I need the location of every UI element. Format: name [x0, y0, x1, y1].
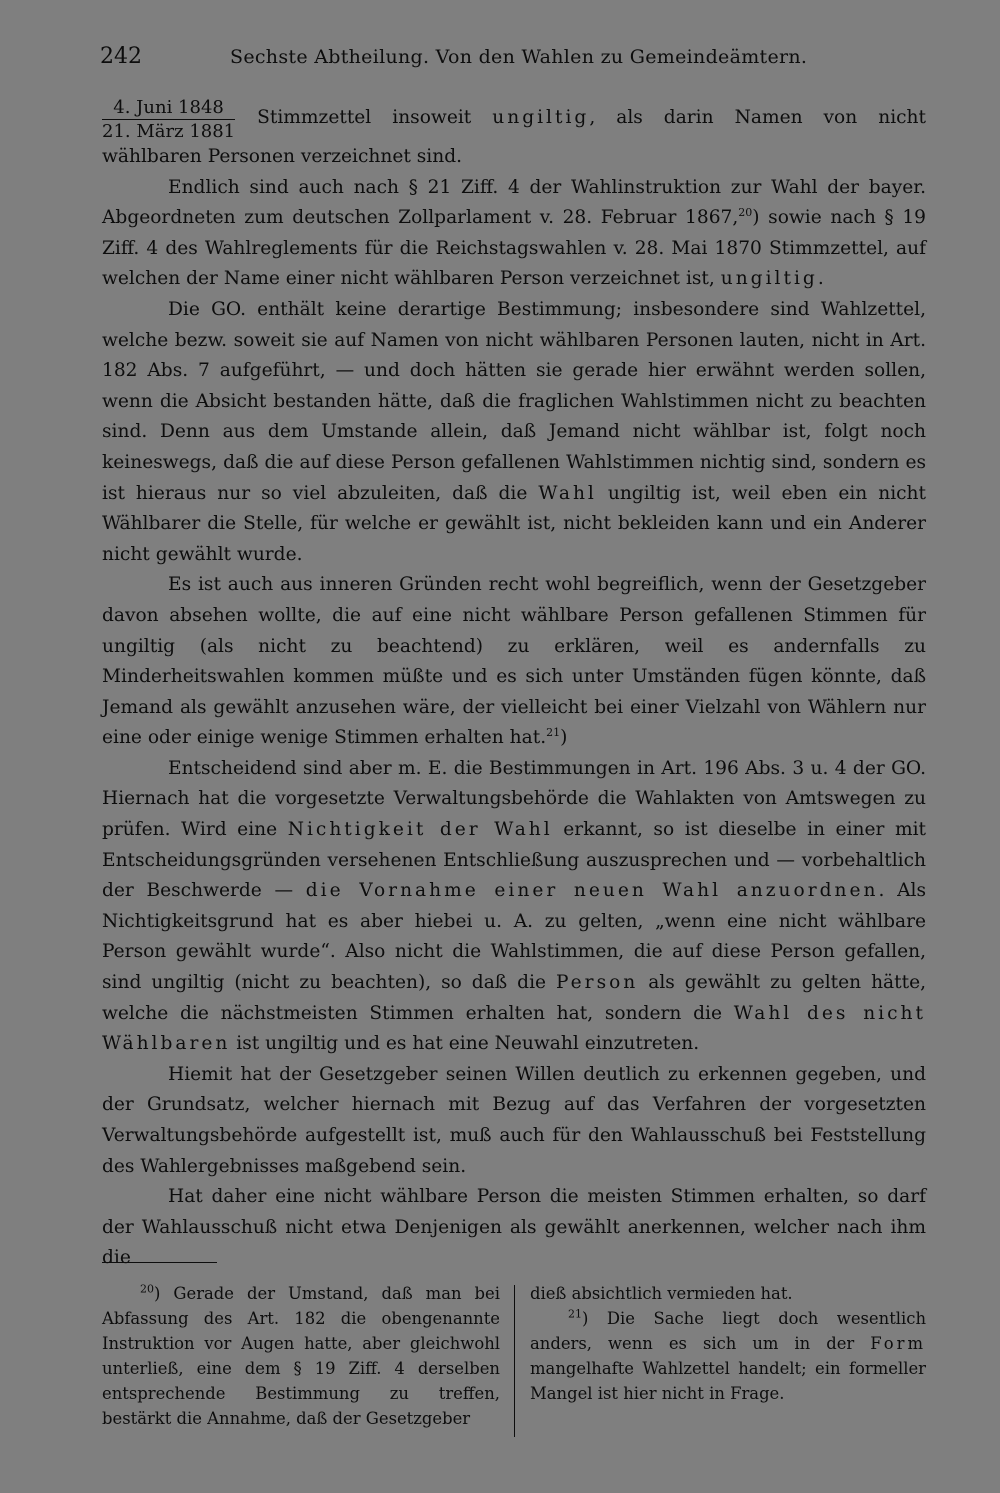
- paragraph-6: Hiemit hat der Gesetzgeber seinen Willen deutlich zu erkennen gegeben, und der Grundsatz, welcher hiernach mit Bezug auf das Verfahren der vorgesetzten Verwaltungsbehörde aufgestellt ist, muß auch für den Wahlausschuß bei Feststellung des Wahlergebnisses maßgebend sein.: [102, 1063, 926, 1177]
- footnote-column-divider: [514, 1285, 515, 1437]
- date-top: 4. Juni 1848: [102, 98, 235, 120]
- p1-emphasis: ungiltig: [492, 107, 590, 128]
- p3-emphasis: Wahl: [538, 482, 597, 504]
- paragraph-1: [102, 98, 926, 173]
- footnote-20-number: 20: [140, 1282, 154, 1296]
- footnote-20-continued: dieß absichtlich vermieden hat.: [530, 1284, 793, 1303]
- page-number: 242: [100, 44, 142, 69]
- p5-emphasis-1: Nichtigkeit der Wahl: [287, 819, 553, 841]
- paragraph-4: [102, 570, 926, 754]
- p2-text-d: .: [817, 268, 824, 290]
- p2-emphasis: ungiltig: [720, 268, 818, 290]
- footnote-ref-21: 21: [546, 726, 561, 740]
- p3-text-c: ungiltig ist, weil eben ein nicht Wählbarer die Stelle, für welche er gewählt ist, nicht bekleiden kann und ein Anderer nicht gewählt wurde.: [102, 482, 927, 565]
- footnote-21-text-a: ) Die Sache liegt doch wesentlich anders, wenn es sich um in der: [530, 1309, 926, 1353]
- main-text: [102, 98, 926, 1274]
- p4-text-a: Es ist auch aus inneren Gründen recht wohl begreiflich, wenn der Gesetzgeber davon absehen wollte, die auf eine nicht wählbare Person gefallenen Stimmen für ungiltig (als nicht zu beachtend) zu erklären, weil es andernfalls zu Minderheitswahlen kommen müßte und es sich unter Umständen fügen könnte, daß Jemand als gewählt anzusehen wäre, der vielleicht bei einer Vielzahl von Wählern nur eine oder einige wenige Stimmen erhalten hat.: [102, 574, 926, 749]
- p5-text-a: Entscheidend sind aber m. E. die Bestimmungen in Art. 196 Abs. 3 u. 4 der GO. Hiernach hat die vorgesetzte Verwaltungsbehörde die Wahlakten von Amtswegen zu prüfen. Wird eine: [102, 757, 926, 841]
- p1-text-c: , als darin Namen von nicht wählbaren Personen verzeichnet sind.: [102, 107, 926, 167]
- p5-text-c: erkannt, so ist dieselbe in einer mit Entscheidungsgründen versehenen Entschließung auszusprechen und — vorbehaltlich der Beschwerde —: [102, 819, 926, 902]
- footnote-20-text: ) Gerade der Umstand, daß man bei Abfassung des Art. 182 die obengenannte Instruktion vor Augen hatte, aber gleichwohl unterließ, eine dem § 19 Ziff. 4 derselben entsprechende Bestimmung zu treffen, bestärkt die Annahme, daß der Gesetzgeber: [102, 1284, 500, 1428]
- footnote-ref-20: 20: [738, 206, 753, 219]
- footnote-21-text-c: mangelhafte Wahlzettel handelt; ein formeller Mangel ist hier nicht in Frage.: [530, 1359, 926, 1403]
- footnote-21-emphasis: Form: [870, 1334, 926, 1353]
- footnote-21: [530, 1306, 926, 1406]
- paragraph-2: [102, 173, 926, 295]
- footnotes: [102, 1281, 926, 1441]
- footnote-column-left: [102, 1281, 500, 1431]
- paragraph-5: [102, 754, 926, 1060]
- paragraph-7: Hat daher eine nicht wählbare Person die meisten Stimmen erhalten, so darf der Wahlausschuß nicht etwa Denjenigen als gewählt anerkennen, welcher nach ihm die: [102, 1186, 926, 1269]
- p5-text-i: ist ungiltig und es hat eine Neuwahl einzutreten.: [230, 1033, 700, 1055]
- footnote-20: [102, 1281, 500, 1431]
- p5-text-g: als gewählt zu gelten hätte, welche die nächstmeisten Stimmen erhalten hat, sondern die: [102, 972, 926, 1024]
- page-header: [100, 44, 930, 78]
- footnote-separator: [102, 1262, 217, 1263]
- p4-text-b: ): [560, 727, 568, 749]
- p5-text-e: . Als Nichtigkeitsgrund hat es aber hiebei u. A. zu gelten, „wenn eine nicht wählbare Person gewählt wurde“. Also nicht die Wahlstimmen, die auf diese Person gefallen, sind ungiltig (nicht zu beachten), so daß die: [102, 880, 926, 994]
- p2-text-b: ) sowie nach § 19 Ziff. 4 des Wahlreglements für die Reichstagswahlen v. 28. Mai 1870 Stimmzettel, auf welchen der Name einer nicht wählbaren Person verzeichnet ist,: [102, 207, 927, 290]
- running-head: Sechste Abtheilung. Von den Wahlen zu Gemeindeämtern.: [230, 46, 808, 68]
- date-fraction: [102, 98, 235, 142]
- footnote-21-number: 21: [568, 1307, 582, 1321]
- p3-text-a: Die GO. enthält keine derartige Bestimmung; insbesondere sind Wahlzettel, welche bezw. soweit sie auf Namen von nicht wählbaren Personen lauten, nicht in Art. 182 Abs. 7 aufgeführt, — und doch hätten sie gerade hier erwähnt werden sollen, wenn die Absicht bestanden hätte, daß die fraglichen Wahlstimmen nicht zu beachten sind. Denn aus dem Umstande allein, daß Jemand nicht wählbar ist, folgt noch keineswegs, daß die auf diese Person gefallenen Wahlstimmen nichtig sind, sondern es ist hieraus nur so viel abzuleiten, daß die: [102, 298, 926, 504]
- p2-text-a: Endlich sind auch nach § 21 Ziff. 4 der Wahlinstruktion zur Wahl der bayer. Abgeordneten zum deutschen Zollparlament v. 28. Februar 1867,: [102, 176, 926, 229]
- date-bottom: 21. März 1881: [102, 121, 236, 142]
- p5-emphasis-2: die Vornahme einer neuen Wahl anzuordnen: [305, 880, 879, 902]
- paragraph-3: [102, 295, 926, 570]
- p5-emphasis-4: Wahl des nicht Wählbaren: [102, 1002, 926, 1055]
- p1-text-a: Stimmzettel insoweit: [257, 107, 493, 128]
- footnote-column-right: [530, 1281, 926, 1406]
- p5-emphasis-3: Person: [556, 972, 639, 994]
